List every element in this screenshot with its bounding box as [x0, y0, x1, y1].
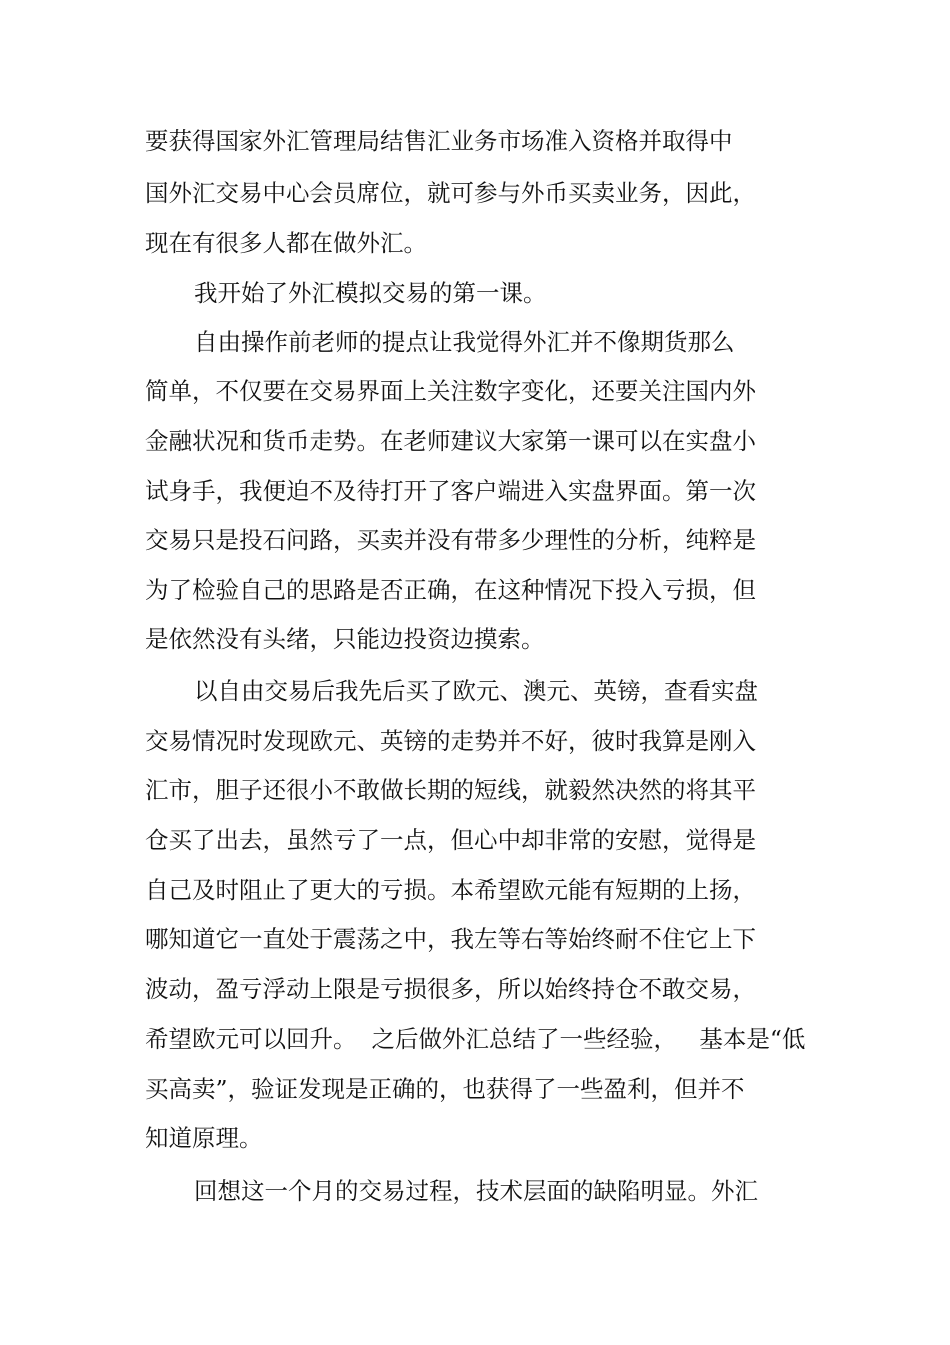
text-line: 为了检验自己的思路是否正确，在这种情况下投入亏损，但	[145, 576, 756, 604]
text-line: 交易情况时发现欧元、英镑的走势并不好，彼时我算是刚入	[145, 727, 756, 755]
text-line: 自由操作前老师的提点让我觉得外汇并不像期货那么	[194, 328, 735, 356]
text-line: 波动，盈亏浮动上限是亏损很多，所以始终持仓不敢交易，	[145, 975, 756, 1003]
text-line: 买高卖”，验证发现是正确的，也获得了一些盈利，但并不	[145, 1075, 745, 1103]
text-line: 要获得国家外汇管理局结售汇业务市场准入资格并取得中	[145, 127, 733, 155]
text-line: 是依然没有头绪，只能边投资边摸索。	[145, 625, 545, 653]
text-line: 试身手，我便迫不及待打开了客户端进入实盘界面。第一次	[145, 477, 756, 505]
text-line: 我开始了外汇模拟交易的第一课。	[194, 279, 547, 307]
text-line: 回想这一个月的交易过程，技术层面的缺陷明显。外汇	[194, 1177, 758, 1205]
text-line: 汇市，胆子还很小不敢做长期的短线，就毅然决然的将其平	[145, 776, 756, 804]
text-line: 金融状况和货币走势。在老师建议大家第一课可以在实盘小	[145, 427, 756, 455]
text-line: 以自由交易后我先后买了欧元、澳元、英镑，查看实盘	[194, 677, 758, 705]
text-line: 现在有很多人都在做外汇。	[145, 229, 427, 257]
text-line: 自己及时阻止了更大的亏损。本希望欧元能有短期的上扬，	[145, 876, 756, 904]
text-line: 哪知道它一直处于震荡之中，我左等右等始终耐不住它上下	[145, 925, 756, 953]
text-line: 国外汇交易中心会员席位，就可参与外币买卖业务，因此，	[145, 179, 756, 207]
text-line: 交易只是投石问路，买卖并没有带多少理性的分析，纯粹是	[145, 526, 756, 554]
text-line: 仓买了出去，虽然亏了一点，但心中却非常的安慰，觉得是	[145, 826, 756, 854]
text-line: 简单，不仅要在交易界面上关注数字变化，还要关注国内外	[145, 377, 756, 405]
text-line: 知道原理。	[145, 1124, 263, 1152]
text-line: 希望欧元可以回升。 之后做外汇总结了一些经验， 基本是“低	[145, 1025, 806, 1053]
